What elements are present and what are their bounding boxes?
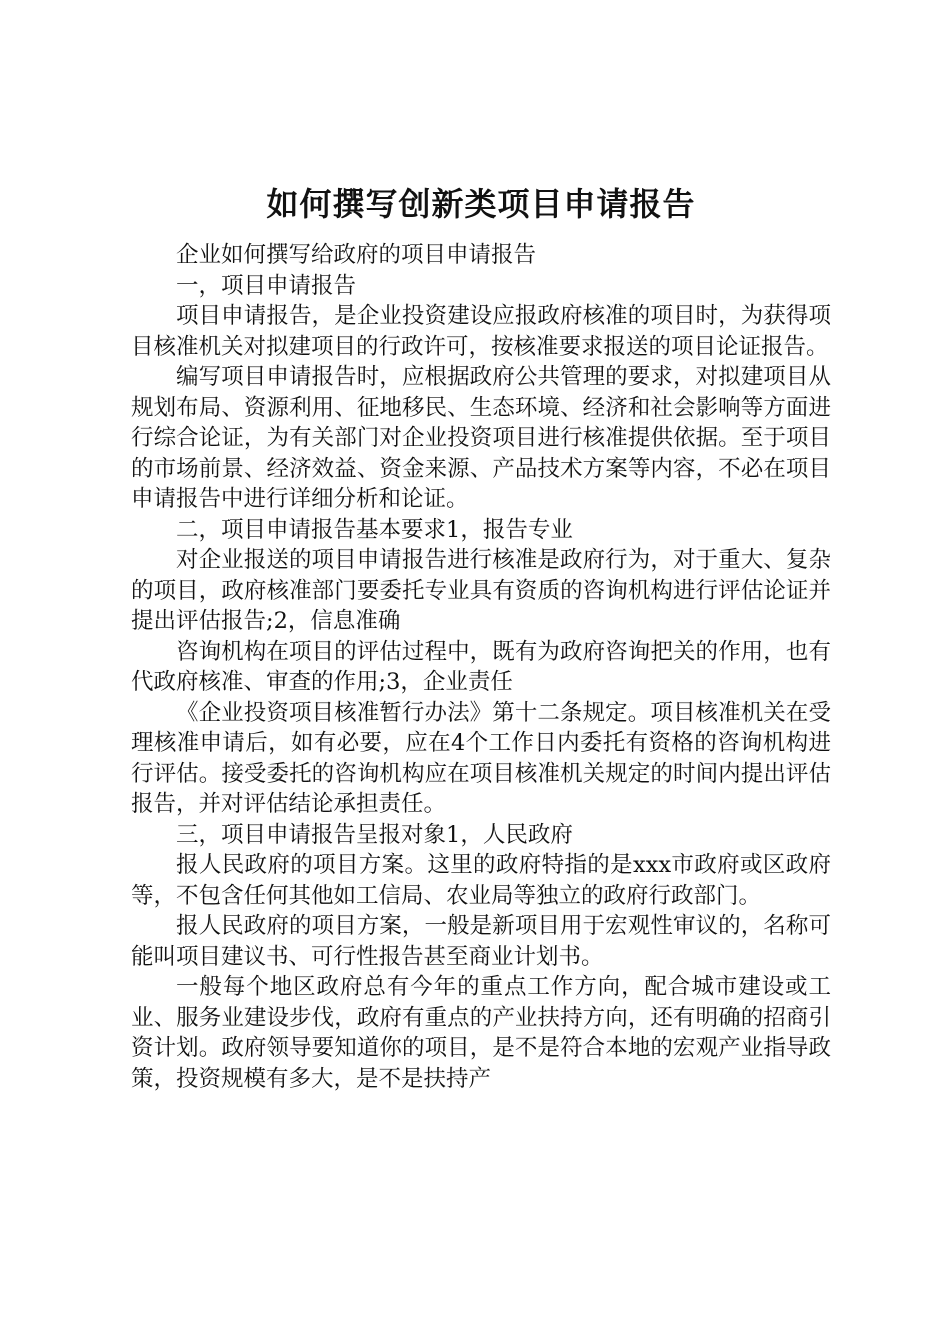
paragraph-section-3-heading: 三，项目申请报告呈报对象1，人民政府 <box>176 821 573 848</box>
paragraph-regulation: 《企业投资项目核准暂行办法》第十二条规定。项目核准机关在受理核准申请后，如有必要，应在4个工作日内委托有资格的咨询机构进行评估。接受委托的咨询机构应在项目核准机关规定的时间内提出评估报告，并对评估结论承担责任。 <box>131 699 831 817</box>
paragraph-government-review: 对企业报送的项目申请报告进行核准是政府行为，对于重大、复杂的项目，政府核准部门要委托专业具有资质的咨询机构进行评估论证并提出评估报告;2，信息准确 <box>131 547 831 634</box>
paragraph-section-1-heading: 一，项目申请报告 <box>176 272 357 299</box>
paragraph-section-2-heading: 二，项目申请报告基本要求1，报告专业 <box>176 516 573 543</box>
paragraph-consulting-role: 咨询机构在项目的评估过程中，既有为政府咨询把关的作用，也有代政府核准、审查的作用;3，企业责任 <box>131 638 831 695</box>
paragraph-definition: 项目申请报告，是企业投资建设应报政府核准的项目时，为获得项目核准机关对拟建项目的行政许可，按核准要求报送的项目论证报告。 <box>131 303 831 360</box>
document-title: 如何撰写创新类项目申请报告 <box>266 185 696 223</box>
paragraph-project-plan: 报人民政府的项目方案，一般是新项目用于宏观性审议的，名称可能叫项目建议书、可行性报告甚至商业计划书。 <box>131 913 831 970</box>
paragraph-regional-focus: 一般每个地区政府总有今年的重点工作方向，配合城市建设或工业、服务业建设步伐，政府有重点的产业扶持方向，还有明确的招商引资计划。政府领导要知道你的项目，是不是符合本地的宏观产业指导政策，投资规模有多大，是不是扶持产 <box>131 974 831 1092</box>
paragraph-writing-requirements: 编写项目申请报告时，应根据政府公共管理的要求，对拟建项目从规划布局、资源利用、征地移民、生态环境、经济和社会影响等方面进行综合论证，为有关部门对企业投资项目进行核准提供依据。至于项目的市场前景、经济效益、资金来源、产品技术方案等内容，不必在项目申请报告中进行详细分析和论证。 <box>131 364 831 512</box>
paragraph-subtitle: 企业如何撰写给政府的项目申请报告 <box>176 242 537 268</box>
document-page <box>131 182 831 1094</box>
paragraph-people-government: 报人民政府的项目方案。这里的政府特指的是xxx市政府或区政府等，不包含任何其他如工信局、农业局等独立的政府行政部门。 <box>131 852 831 909</box>
